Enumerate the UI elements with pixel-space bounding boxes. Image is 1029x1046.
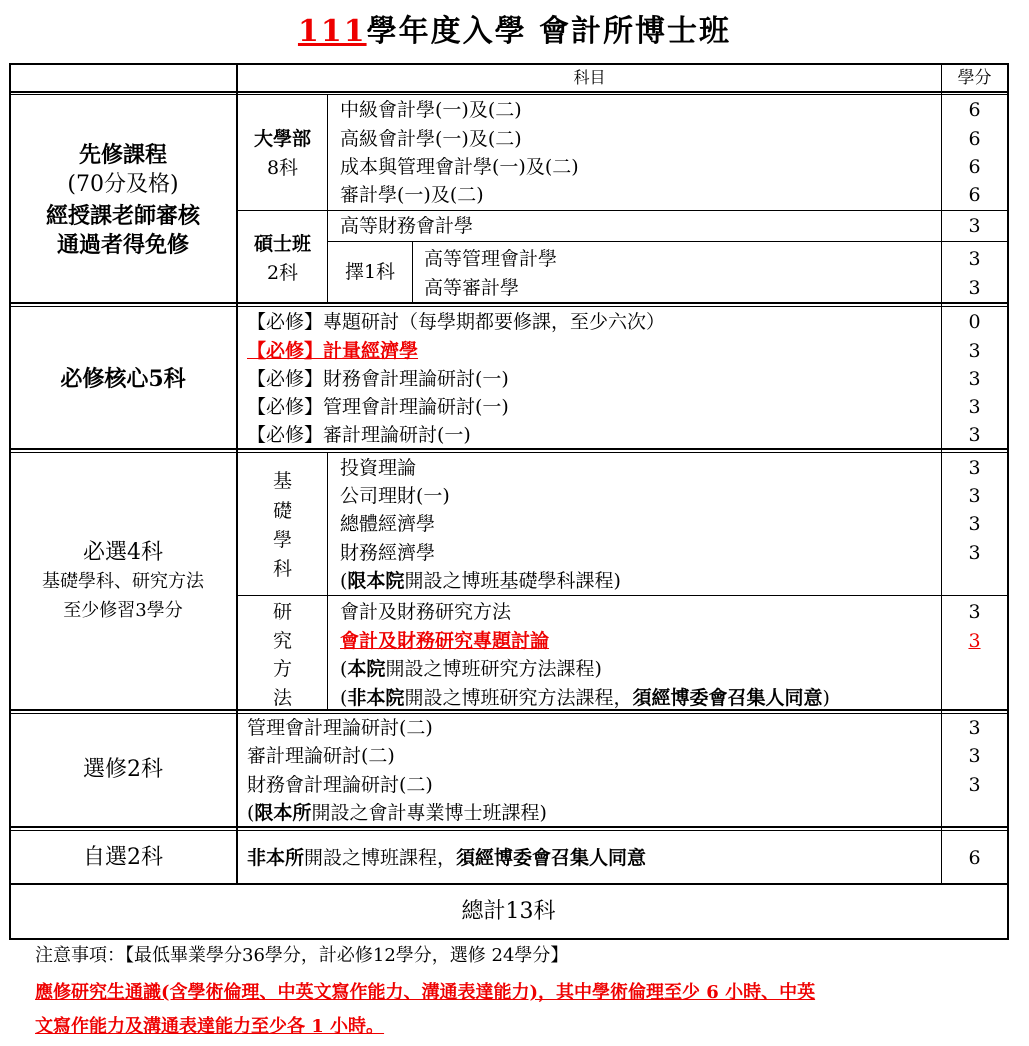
free-choice-label: 自選2科 xyxy=(83,845,163,870)
core-row xyxy=(247,421,471,449)
course-item: 管理會計理論研討(二) xyxy=(247,717,433,739)
credit-value: 0 xyxy=(968,311,981,333)
course-item: 高等審計學 xyxy=(424,277,520,299)
course-item: 投資理論 xyxy=(340,457,417,479)
credit-value: 3 xyxy=(968,630,981,652)
credit-value: 6 xyxy=(968,847,981,869)
header-credits: 學分 xyxy=(957,68,992,88)
method-note1: (本院開設之博班研究方法課程) xyxy=(340,658,602,680)
basic-label-char: 基 xyxy=(272,470,292,492)
course-item: 公司理財(一) xyxy=(340,485,450,507)
course-item: 會計及財務研究方法 xyxy=(340,601,512,623)
basic-label-char: 科 xyxy=(272,558,292,580)
undergrad-label: 大學部 xyxy=(253,128,311,150)
required-tag: 【必修】 xyxy=(247,311,324,333)
prereq-label: 先修課程 xyxy=(78,142,167,168)
basic-note: (限本院開設之博班基礎學科課程) xyxy=(340,570,621,592)
optional-note: (限本所開設之會計專業博士班課程) xyxy=(247,802,547,824)
method-note2: (非本院開設之博班研究方法課程，須經博委會召集人同意) xyxy=(340,687,830,709)
notes-line3: 文寫作能力及溝通表達能力至少各 1 小時。 xyxy=(35,1016,385,1037)
course-item: 高級會計學(一)及(二) xyxy=(340,128,522,150)
credit-value: 6 xyxy=(968,128,981,150)
credit-value: 3 xyxy=(968,457,981,479)
free-choice-desc: 非本所開設之博班課程，須經博委會召集人同意 xyxy=(247,847,647,869)
title-text: 學年度入學 會計所博士班 xyxy=(366,14,732,49)
choose-one-label: 擇1科 xyxy=(344,261,396,283)
course-item-highlight: 會計及財務研究專題討論 xyxy=(340,630,550,652)
title-year: 111 xyxy=(297,14,367,49)
prereq-waiver-line1: 經授課老師審核 xyxy=(45,203,200,229)
credit-value: 3 xyxy=(968,601,981,623)
basic-label-char: 學 xyxy=(272,529,292,551)
credit-value: 6 xyxy=(968,99,981,121)
credit-value: 3 xyxy=(968,774,981,796)
credit-value: 3 xyxy=(968,340,981,362)
course-item: 總體經濟學 xyxy=(340,513,436,535)
course-name: 計量經濟學 xyxy=(323,340,419,362)
required-elective-desc1: 基礎學科、研究方法 xyxy=(42,571,204,592)
course-name: 管理會計理論研討(一) xyxy=(323,396,509,418)
credit-value: 3 xyxy=(968,277,981,299)
credit-value: 3 xyxy=(968,745,981,767)
prereq-waiver-line2: 通過者得免修 xyxy=(56,232,189,258)
course-name: 財務會計理論研討(一) xyxy=(323,368,509,390)
credit-value: 3 xyxy=(968,542,981,564)
method-label-char: 方 xyxy=(272,658,292,680)
course-item: 財務經濟學 xyxy=(340,542,436,564)
total-label: 總計13科 xyxy=(461,899,556,924)
method-label-char: 究 xyxy=(272,630,292,652)
course-item: 審計理論研討(二) xyxy=(247,745,395,767)
credit-value: 3 xyxy=(968,215,981,237)
core-row xyxy=(247,365,509,393)
header-subject: 科目 xyxy=(573,68,606,87)
core-row xyxy=(247,337,418,365)
credit-value: 3 xyxy=(968,248,981,270)
credit-value: 3 xyxy=(968,368,981,390)
master-label: 碩士班 xyxy=(253,233,311,255)
page-title xyxy=(0,6,1029,50)
credit-value: 6 xyxy=(968,184,981,206)
basic-label-char: 礎 xyxy=(272,500,292,522)
notes-line2: 應修研究生通識(含學術倫理、中英文寫作能力、溝通表達能力)，其中學術倫理至少 6 小時、中英 xyxy=(35,982,816,1003)
credit-value: 6 xyxy=(968,156,981,178)
notes-line1: 注意事項：【最低畢業學分36學分，計必修12學分，選修 24學分】 xyxy=(35,945,569,966)
credit-value: 3 xyxy=(968,396,981,418)
required-elective-desc2: 至少修習3學分 xyxy=(63,600,183,621)
course-name: 專題研討（每學期都要修課，至少六次） xyxy=(323,311,666,333)
required-tag: 【必修】 xyxy=(247,396,324,418)
undergrad-count: 8科 xyxy=(266,157,299,179)
course-item: 財務會計理論研討(二) xyxy=(247,774,433,796)
core-row xyxy=(247,308,665,336)
required-tag: 【必修】 xyxy=(247,340,324,362)
core-label: 必修核心5科 xyxy=(60,366,186,392)
core-row xyxy=(247,393,509,421)
required-tag: 【必修】 xyxy=(247,368,324,390)
credit-value: 3 xyxy=(968,424,981,446)
credit-value: 3 xyxy=(968,485,981,507)
course-item: 成本與管理會計學(一)及(二) xyxy=(340,156,579,178)
required-elective-label: 必選4科 xyxy=(83,540,163,565)
prereq-pass-score: (70分及格) xyxy=(67,172,179,197)
optional-label: 選修2科 xyxy=(83,757,163,782)
credit-value: 3 xyxy=(968,513,981,535)
credit-value: 3 xyxy=(968,717,981,739)
master-count: 2科 xyxy=(266,262,299,284)
method-label-char: 研 xyxy=(272,601,292,623)
course-item: 高等管理會計學 xyxy=(424,248,558,270)
required-tag: 【必修】 xyxy=(247,424,324,446)
course-item: 中級會計學(一)及(二) xyxy=(340,99,522,121)
course-item: 高等財務會計學 xyxy=(340,215,474,237)
course-item: 審計學(一)及(二) xyxy=(340,184,484,206)
course-name: 審計理論研討(一) xyxy=(323,424,471,446)
method-label-char: 法 xyxy=(272,687,292,709)
